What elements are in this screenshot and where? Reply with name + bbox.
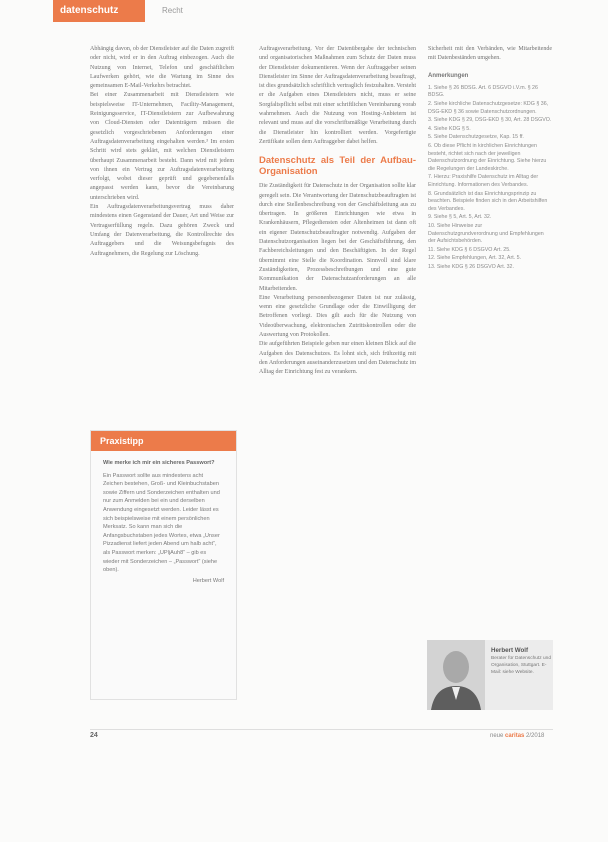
praxistipp-signature: Herbert Wolf [192,577,224,584]
footnote: 9. Siehe § 5, Art. 5, Art. 32. [428,214,492,221]
paragraph: Auftragsverarbeitung. Vor der Datenübergabe der technischen und organisatorischen Maßnahmen zum Schutz der Daten muss der Dienstleister dokumentieren. Wenn der Auftraggeber seinen Dienstleister im Sinne der Auftragsdatenverarbeitung beauftragt, ist dies grundsätzlich schriftlich vertraglich festzuhalten. Versteht er die Aufgaben eines Dienstleisters nicht, muss er seine Sorgfaltspflicht selbst mit einer schriftlichen Vereinbarung vorab wahrnehmen. Auch die Nutzung von Hosting-Anbietern ist relevant und muss auf die vorschriftsmäßige Verarbeitung durch die Dienstleister hin kontrolliert werden. Vorgefertigte Zertifikate sollen dem Auftraggeber dabei helfen. [259,46,416,145]
praxistipp-title: Praxistipp [91,431,236,451]
text-column-1 [90,45,234,330]
footnote: 2. Siehe kirchliche Datenschutzgesetze: KDG § 36, DSG-EKD § 36 sowie Datenschutzordnungen. [428,101,549,115]
author-photo [427,640,485,710]
notes-title: Anmerkungen [428,72,469,79]
paragraph: Eine Verarbeitung personenbezogener Daten ist nur zulässig, wenn eine gesetzliche Grundlage oder die Einwilligung der Betroffenen vorliegt. Dies gilt auch für die Nutzung von Videoüberwachung, elektronischen Zutrittskontrollen oder die Auswertung von Protokollen. [259,294,416,339]
magazine-brand: caritas [505,733,525,739]
page-number: 24 [90,732,98,739]
author-box [427,640,553,710]
section-heading: Datenschutz als Teil der Aufbau-Organisation [259,155,416,178]
footnote: 11. Siehe KDG § 6 DSGVO Art. 25. [428,246,511,253]
paragraph: Bei einer Zusammenarbeit mit Dienstleistern wie beispielsweise IT-Unternehmen, Facility-Management, Reinigungsservice, IT-Dienstleistern zur Aufbewahrung von Cloud-Diensten oder Datenträgern müssen die gesetzlich vorgeschriebenen Anforderungen einer Auftragsdatenverarbeitung eingehalten werden.³ Im ersten Schritt wird stets geklärt, mit welchen Dienstleistern überhaupt Zusammenarbeit besteht. Dann wird mit jedem von ihnen ein Vertrag zur Auftragsdatenverarbeitung verfolgt, wobei dieser geprüft und gegebenenfalls angepasst werden kann, bevor die Vereinbarung unterschrieben wird. [90,92,234,201]
magazine-name [490,733,544,739]
magazine-prefix: neue [490,733,506,739]
praxistipp-text: Ein Passwort sollte aus mindestens acht Zeichen bestehen, Groß- und Kleinbuchstaben sowie Ziffern und Sonderzeichen enthalten und nur zum Anmelden bei ein und derselben Anwendung eingesetzt werden. Leider lässt es sich beispielsweise mit einem persönlichen Merksatz. So kann man sich die Anfangsbuchstaben jedes Wortes, etwa „Unser Pizzadienst liefert jeden Abend um halb acht“, als Passwort merken: „UPljAuh8“ – gib es wieder mit Sonderzeichen – „Passwort“ (siehe oben). [103,472,220,574]
section-tab-label: datenschutz [60,5,119,16]
author-name: Herbert Wolf [491,647,529,654]
paragraph: Ein Auftragsdatenverarbeitungsvertrag muss daher mindestens einen Gegenstand der Dauer, Art und Weise zur Vertragserfüllung regeln. Dazu gehören Zweck und Umfang der Datenverarbeitung, die Kontrollrechte des Auftraggebers und die Weisungsbefugnis des Auftragnehmers, die Regelung zur Löschung. [90,204,234,257]
praxistipp-question: Wie merke ich mir ein sicheres Passwort? [103,460,215,466]
footnote: 7. Hierzu: Praxishilfe Datenschutz im Alltag der Einrichtung. Informationen des Verbandes. [428,174,539,189]
praxistipp-box [90,430,237,700]
paragraph: Die aufgeführten Beispiele geben nur einen kleinen Blick auf die Aufgaben des Datenschutzes. Es lohnt sich, sich frühzeitig mit den Anforderungen auseinanderzusetzen und den Datenschutz im Alltag der Einrichtung fest zu verankern. [259,341,416,376]
paragraph: Sicherheit mit den Verbänden, wie Mitarbeitende mit Datenbeständen umgehen. [428,46,552,62]
section-tab [53,0,145,22]
footnote: 4. Siehe KDG § 5. [428,125,471,132]
footnote: 13. Siehe KDG § 26 DSGVO Art. 32. [428,263,514,270]
paragraph: Die Zuständigkeit für Datenschutz in der Organisation sollte klar geregelt sein. Die Verantwortung der Datenschutzbeauftragten ist durch eine Stellenbeschreibung von der Geschäftsleitung aus zu übertragen. In größeren Einrichtungen wie etwa in Krankenhäusern, Pflegediensten oder Altenheimen ist dann oft ein eigener Datenschutzbeauftragter notwendig. Aufgaben der Datenschutzorganisation liegen bei der Geschäftsführung, den Fachbereichsleitungen und den Beschäftigten. In der Regel übernimmt eine Stelle die Koordination. Sinnvoll sind klare Zuständigkeiten, Prozessbeschreibungen und eine gute Kommunikation der Datenschutzanforderungen an alle Mitarbeitenden. [259,183,416,292]
footnote: 10. Siehe Hinweise zur Datenschutzgrundverordnung und Empfehlungen der Aufsichtsbehörden. [428,222,544,245]
text-column-2 [259,45,416,650]
footnote: 12. Siehe Empfehlungen, Art. 32, Art. 5. [428,255,522,262]
author-description: Berater für Datenschutz und Organisation, Stuttgart. E-Mail: siehe Website. [491,656,551,675]
footnote: 8. Grundsätzlich ist das Einrichtungsprinzip zu beachten. Beispiele finden sich in den Arbeitshilfen des Verbandes. [428,190,548,212]
magazine-issue: 2/2018 [524,733,545,739]
footnote: 1. Siehe § 26 BDSG. Art. 6 DSGVO i.V.m. § 26 BDSG. [428,84,538,99]
footnote: 5. Siehe Datenschutzgesetze, Kap. 15 ff. [428,134,524,141]
paragraph: Abhängig davon, ob der Dienstleister auf die Daten zugreift oder nicht, wird er in den Auftrag einbezogen. Auch die Nutzung von Internet, Telefon und geschäftlichen Laufwerken gehört, wie die Wartung im Sinne des gemeinsamen E-Mail-Verkehrs betrachtet. [90,46,234,90]
text-column-3 [428,45,552,475]
footnote: 3. Siehe KDG § 29, DSG-EKD § 30, Art. 28 DSGVO. [428,117,552,124]
footer-divider [90,729,553,730]
footnote: 6. Ob diese Pflicht in kirchlichen Einrichtungen besteht, richtet sich nach der jeweiligen Datenschutzordnung der Einrichtung. Siehe hierzu die Regelungen der Landeskirche. [428,143,547,172]
section-subtitle: Recht [162,6,183,15]
